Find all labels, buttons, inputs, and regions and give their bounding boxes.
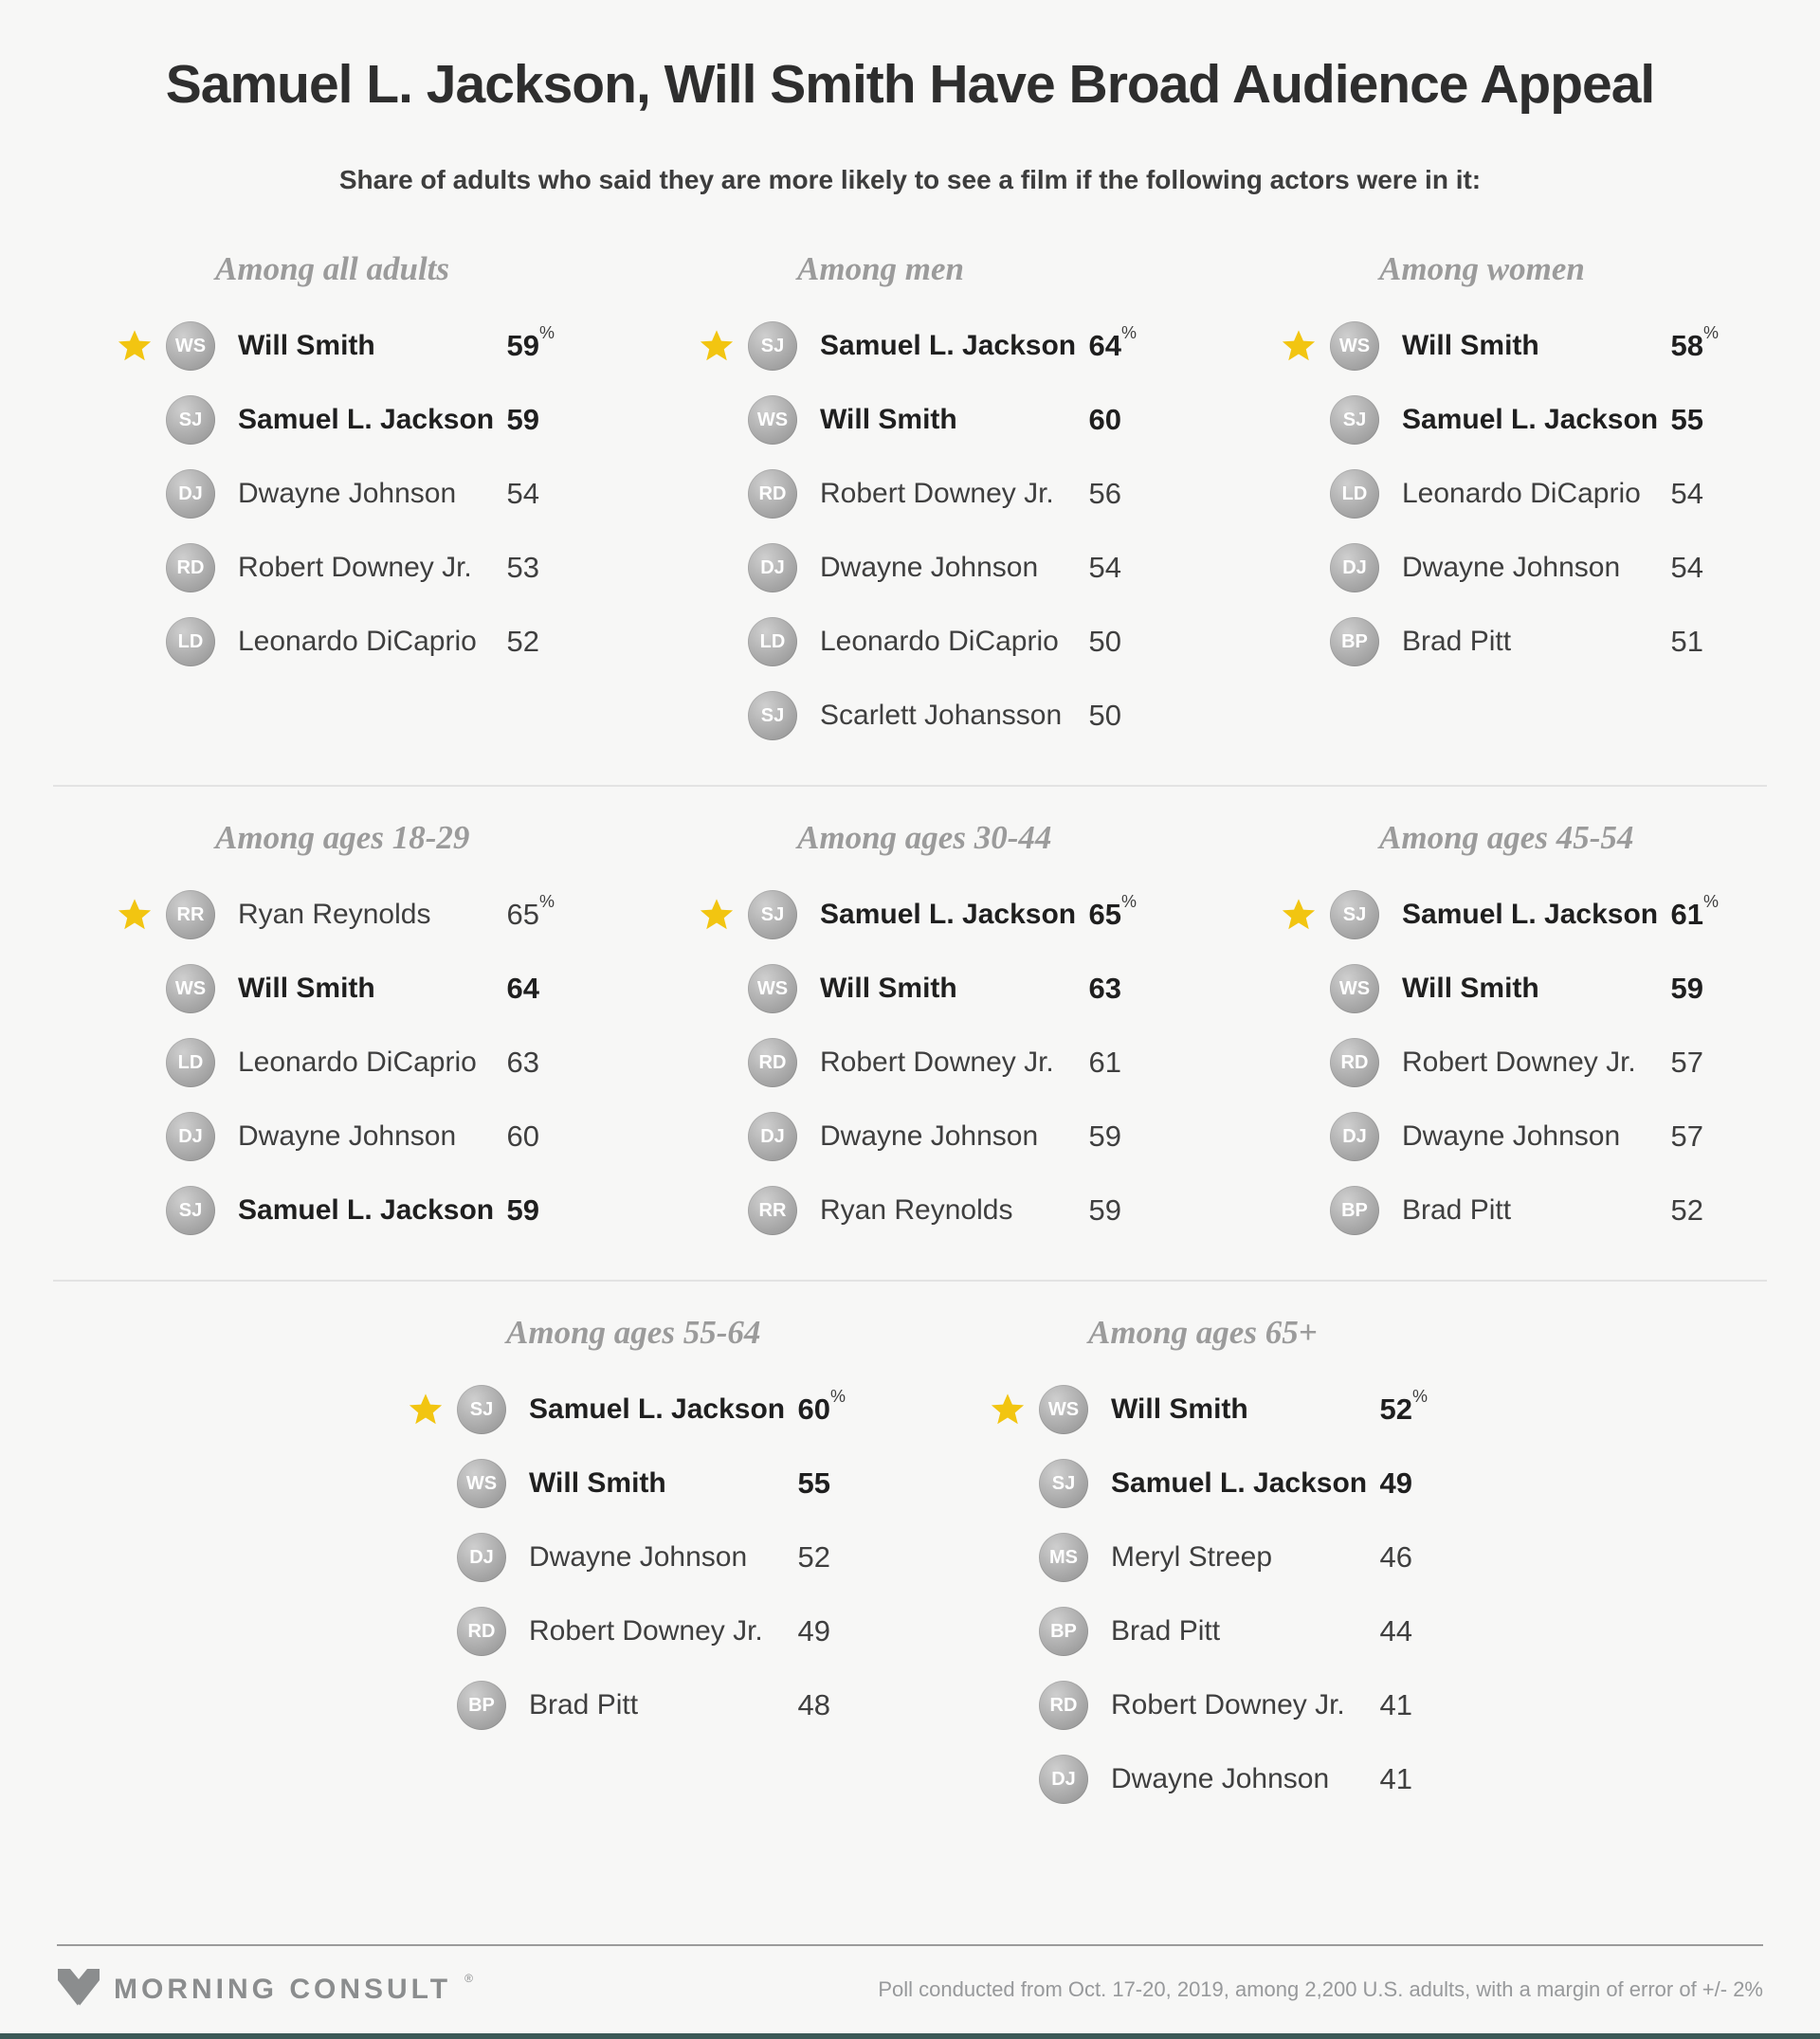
actor-name: Samuel L. Jackson [1111,1467,1368,1499]
actor-row [990,1520,1412,1594]
actor-value: 53 [506,551,539,584]
actor-avatar: RD [1039,1681,1088,1730]
top-pick-star-icon [990,1392,1026,1428]
actor-avatar: BP [1330,1186,1379,1235]
actor-name: Will Smith [238,330,375,361]
star-slot [699,328,748,364]
actor-name: Dwayne Johnson [238,478,457,509]
actor-value: 65 % [506,892,555,931]
actor-value: 54 [506,477,539,510]
actor-value: 54 [1670,551,1703,584]
actor-row [117,878,555,952]
actor-row [699,1174,1121,1247]
actor-row [1281,1100,1703,1174]
actor-value: 65 % [1088,892,1138,931]
actor-value: 54 [1670,477,1703,510]
actor-avatar: WS [748,395,797,445]
actor-value: 55 [797,1466,830,1500]
actor-name: Robert Downey Jr. [820,478,1054,509]
actor-avatar: SJ [748,321,797,371]
actor-avatar: LD [166,617,215,666]
group-panel [408,1314,846,1742]
actor-value: 44 [1379,1614,1412,1648]
actor-avatar: DJ [457,1533,506,1582]
actor-avatar: SJ [1039,1459,1088,1508]
actor-row [408,1373,846,1447]
actor-avatar: SJ [1330,890,1379,939]
actor-row [699,952,1121,1026]
group-header: Among ages 65+ [1088,1314,1318,1351]
actor-name: Robert Downey Jr. [1111,1689,1345,1720]
actor-name: Leonardo DiCaprio [238,1047,477,1078]
actor-row [408,1520,830,1594]
actor-value: 59 [1088,1120,1121,1153]
actor-name: Samuel L. Jackson [820,899,1077,930]
actor-name: Will Smith [1402,330,1539,361]
actor-avatar: RD [748,469,797,519]
actor-row [990,1594,1412,1668]
actor-value: 63 [506,1046,539,1079]
percent-sign: % [1703,892,1720,911]
percent-sign: % [830,1387,846,1406]
actor-avatar: DJ [1330,1112,1379,1161]
actor-avatar: SJ [748,890,797,939]
actor-avatar: WS [457,1459,506,1508]
actor-avatar: RR [748,1186,797,1235]
top-pick-star-icon [1281,897,1317,933]
actor-row [699,679,1121,753]
actor-value: 59 [1088,1193,1121,1227]
actor-name: Dwayne Johnson [1402,552,1621,583]
actor-value: 48 [797,1688,830,1721]
top-pick-star-icon [117,328,153,364]
actor-name: Dwayne Johnson [1111,1763,1330,1794]
actor-avatar: WS [748,964,797,1013]
section-divider [53,785,1767,787]
actor-avatar: SJ [748,691,797,740]
actor-avatar: SJ [1330,395,1379,445]
actor-name: Robert Downey Jr. [1402,1047,1636,1078]
actor-value: 41 [1379,1688,1412,1721]
brand-name: MORNING CONSULT [114,1974,452,2005]
group-header: Among ages 18-29 [215,819,470,856]
actor-row [699,878,1138,952]
actor-value: 50 [1088,625,1121,658]
group-panel [117,819,555,1247]
group-row [0,819,1820,1247]
actor-avatar: RR [166,890,215,939]
actor-row [117,1174,539,1247]
actor-value: 52 [1670,1193,1703,1227]
actor-avatar: LD [1330,469,1379,519]
actor-value: 52 [797,1540,830,1574]
actor-value: 46 [1379,1540,1412,1574]
group-panel [1281,819,1720,1247]
actor-name: Robert Downey Jr. [820,1047,1054,1078]
actor-name: Leonardo DiCaprio [1402,478,1641,509]
actor-name: Brad Pitt [1402,626,1512,657]
actor-row [1281,383,1703,457]
actor-name: Ryan Reynolds [238,899,431,930]
percent-sign: % [539,892,555,911]
actor-avatar: SJ [166,395,215,445]
actor-name: Samuel L. Jackson [238,1194,495,1226]
actor-row [1281,457,1703,531]
percent-sign: % [1412,1387,1429,1406]
actor-name: Dwayne Johnson [529,1541,748,1573]
actor-name: Dwayne Johnson [820,1120,1039,1152]
groups-container [0,250,1820,1816]
actor-avatar: BP [1330,617,1379,666]
group-header: Among women [1379,250,1585,287]
actor-name: Robert Downey Jr. [238,552,472,583]
actor-name: Samuel L. Jackson [1402,404,1659,435]
actor-name: Will Smith [820,404,957,435]
actor-row [1281,878,1720,952]
actor-name: Will Smith [1402,973,1539,1004]
star-slot [1281,328,1330,364]
actor-avatar: RD [457,1607,506,1656]
actor-value: 49 [1379,1466,1412,1500]
group-header: Among all adults [215,250,450,287]
group-panel [117,250,555,679]
actor-row [990,1447,1412,1520]
actor-row [699,383,1121,457]
actor-avatar: WS [1039,1385,1088,1434]
actor-name: Dwayne Johnson [820,552,1039,583]
actor-name: Will Smith [238,973,375,1004]
actor-avatar: DJ [748,543,797,592]
actor-value: 60 % [797,1387,846,1426]
actor-row [1281,1026,1703,1100]
star-slot [117,897,166,933]
actor-row [1281,531,1703,605]
actor-avatar: BP [1039,1607,1088,1656]
group-header: Among ages 55-64 [506,1314,761,1351]
actor-value: 59 [506,403,539,436]
star-slot [990,1392,1039,1428]
actor-value: 54 [1088,551,1121,584]
brand-registered-mark: ® [464,1972,473,1985]
actor-row [990,1742,1412,1816]
actor-row [408,1594,830,1668]
top-pick-star-icon [699,328,735,364]
actor-avatar: DJ [166,469,215,519]
actor-row [117,952,539,1026]
actor-avatar: WS [1330,321,1379,371]
percent-sign: % [1703,323,1720,342]
actor-value: 59 % [506,323,555,362]
footer [57,1944,1763,2033]
actor-value: 59 [1670,972,1703,1005]
actor-value: 59 [506,1193,539,1227]
actor-name: Samuel L. Jackson [529,1393,786,1425]
actor-value: 49 [797,1614,830,1648]
star-slot [699,897,748,933]
actor-row [1281,1174,1703,1247]
group-row [0,250,1820,753]
actor-name: Dwayne Johnson [1402,1120,1621,1152]
actor-name: Will Smith [820,973,957,1004]
actor-value: 64 [506,972,539,1005]
actor-value: 57 [1670,1120,1703,1153]
group-row [0,1314,1820,1816]
actor-row [1281,605,1703,679]
top-pick-star-icon [1281,328,1317,364]
actor-value: 52 [506,625,539,658]
star-slot [117,328,166,364]
actor-name: Will Smith [1111,1393,1248,1425]
actor-row [1281,309,1720,383]
actor-value: 52 % [1379,1387,1429,1426]
actor-name: Brad Pitt [1111,1615,1221,1647]
actor-row [117,1100,539,1174]
page-title: Samuel L. Jackson, Will Smith Have Broad Audience Appeal [165,54,1655,115]
actor-name: Leonardo DiCaprio [820,626,1059,657]
poll-methodology-note: Poll conducted from Oct. 17-20, 2019, among 2,200 U.S. adults, with a margin of error of +/- 2% [878,1977,1763,2001]
morning-consult-mark-icon [57,1969,100,2011]
actor-value: 64 % [1088,323,1138,362]
actor-avatar: SJ [166,1186,215,1235]
actor-row [990,1668,1412,1742]
actor-row [117,1026,539,1100]
actor-row [699,1026,1121,1100]
actor-name: Meryl Streep [1111,1541,1273,1573]
section-divider [53,1280,1767,1282]
actor-avatar: DJ [1330,543,1379,592]
actor-avatar: SJ [457,1385,506,1434]
actor-name: Samuel L. Jackson [238,404,495,435]
actor-avatar: RD [748,1038,797,1087]
brand-logo [57,1969,473,2011]
group-panel [1281,250,1720,679]
actor-name: Brad Pitt [529,1689,639,1720]
actor-value: 57 [1670,1046,1703,1079]
actor-avatar: MS [1039,1533,1088,1582]
actor-name: Brad Pitt [1402,1194,1512,1226]
actor-row [408,1447,830,1520]
actor-value: 61 % [1670,892,1720,931]
actor-value: 60 [1088,403,1121,436]
actor-name: Ryan Reynolds [820,1194,1013,1226]
actor-value: 63 [1088,972,1121,1005]
actor-value: 51 [1670,625,1703,658]
actor-row [990,1373,1429,1447]
actor-value: 41 [1379,1762,1412,1795]
actor-row [408,1668,830,1742]
actor-row [699,457,1121,531]
actor-name: Samuel L. Jackson [1402,899,1659,930]
star-slot [1281,897,1330,933]
group-header: Among men [797,250,965,287]
actor-row [699,309,1138,383]
actor-name: Robert Downey Jr. [529,1615,763,1647]
actor-row [117,605,539,679]
actor-name: Leonardo DiCaprio [238,626,477,657]
top-pick-star-icon [408,1392,444,1428]
actor-row [117,457,539,531]
actor-avatar: WS [1330,964,1379,1013]
actor-avatar: DJ [1039,1755,1088,1804]
actor-row [1281,952,1703,1026]
actor-value: 61 [1088,1046,1121,1079]
actor-name: Will Smith [529,1467,666,1499]
actor-value: 60 [506,1120,539,1153]
actor-avatar: LD [748,617,797,666]
actor-avatar: RD [1330,1038,1379,1087]
actor-avatar: LD [166,1038,215,1087]
top-pick-star-icon [699,897,735,933]
actor-row [117,531,539,605]
group-header: Among ages 45-54 [1379,819,1634,856]
group-panel [699,250,1138,753]
actor-avatar: WS [166,964,215,1013]
actor-avatar: WS [166,321,215,371]
actor-value: 55 [1670,403,1703,436]
actor-row [699,605,1121,679]
actor-name: Samuel L. Jackson [820,330,1077,361]
group-panel [990,1314,1429,1816]
actor-value: 56 [1088,477,1121,510]
actor-avatar: DJ [748,1112,797,1161]
actor-avatar: BP [457,1681,506,1730]
percent-sign: % [1121,323,1138,342]
page-subtitle: Share of adults who said they are more likely to see a film if the following actors were in it: [338,165,1482,194]
actor-row [117,309,555,383]
actor-row [699,1100,1121,1174]
star-slot [408,1392,457,1428]
actor-value: 58 % [1670,323,1720,362]
actor-avatar: RD [166,543,215,592]
actor-name: Scarlett Johansson [820,700,1063,731]
actor-value: 50 [1088,699,1121,732]
percent-sign: % [1121,892,1138,911]
actor-row [699,531,1121,605]
actor-avatar: DJ [166,1112,215,1161]
group-header: Among ages 30-44 [797,819,1052,856]
actor-row [117,383,539,457]
top-pick-star-icon [117,897,153,933]
group-panel [699,819,1138,1247]
percent-sign: % [539,323,555,342]
actor-name: Dwayne Johnson [238,1120,457,1152]
